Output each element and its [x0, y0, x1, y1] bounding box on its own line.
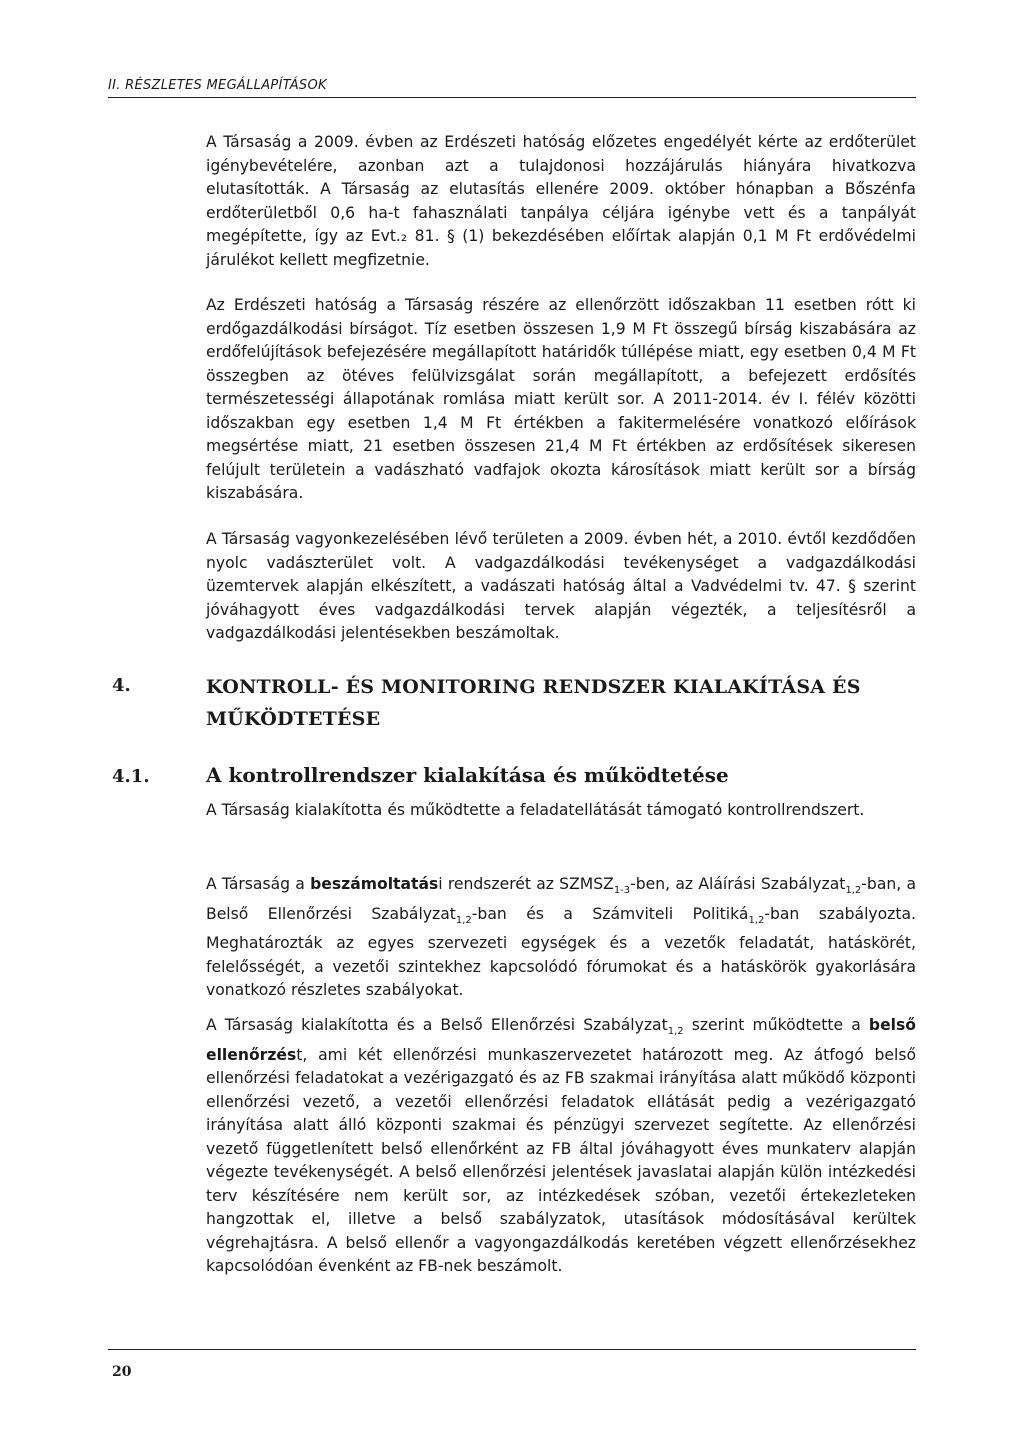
belso-ellenorzes-emphasis: belső ellenőrzés: [206, 1016, 916, 1064]
paragraph-erdogazdalkodasi-birsag: Az Erdészeti hatóság a Társaság részére az ellenőrzött időszakban 11 esetben rótt ki erdőgazdálkodási bírságot. Tíz esetben összesen 1,9 M Ft összegű bírság kiszabására az erdőfelújítások befejezésére megállapított határidők túllépése miatt, egy esetben 0,4 M Ft összegben az ötéves felülvizsgálat során megállapított, a befejezett erdősítés természetességi állapotának romlása miatt került sor. A 2011-2014. év I. félév közötti időszakban egy esetben 1,4 M Ft értékben a fakitermelésére vonatkozó előírások megsértése miatt, 21 esetben összesen 21,4 M Ft értékben az erdősítések sikeresen felújult területein a vadászható vadfajok okozta károsítások miatt került sor a bírság kiszabására.: [206, 296, 916, 502]
page-number: 20: [112, 1364, 132, 1380]
running-header: II. RÉSZLETES MEGÁLLAPÍTÁSOK: [108, 78, 916, 98]
beszamoltatas-emphasis: beszámoltatás: [310, 875, 439, 893]
paragraph-beszamoltatas: A Társaság a beszámoltatási rendszerét az $SZMSZ_{1-3}$-ben, az Aláírási Szabályzat$_{1,2}$-ban, a Belső Ellenőrzési Szabályzat$_{1,2}$-ban és a Számviteli Politiká$_{1,2}$-ban szabályozta. Meghatározták az egyes szervezeti egységek és a vezetők feladatát, hatáskörét, felelősségét, a vezetői szintekhez kapcsolódó fórumokat és a hatáskörök gyakorlására vonatkozó részletes szabályokat.: [206, 875, 917, 1000]
section-4-1-number: 4.1.: [112, 766, 150, 787]
section-4-1-title: A kontrollrendszer kialakítása és működtetése: [206, 763, 729, 787]
section-4-number: 4.: [112, 675, 131, 696]
paragraph-kontrollrendszer: A Társaság kialakította és működtette a feladatellátását támogató kontrollrendszert.: [206, 801, 865, 819]
paragraph-belso-ellenorzes: A Társaság kialakította és a Belső Ellenőrzési Szabályzat$_{1,2}$ szerint működtette a belső ellenőrzést, ami két ellenőrzési munkaszervezetet határozott meg. Az átfogó belső ellenőrzési feladatokat a vezérigazgató és az FB szakmai irányítása alatt működő központi ellenőrzési vezető, a vezetői ellenőrzési feladatok ellátását pedig a vezérigazgató irányítása alatt álló központi szakmai és pénzügyi szervezet segítette. Az ellenőrzési vezető függetlenített belső ellenőrként az FB által jóváhagyott éves munkaterv alapján végezte tevékenységét. A belső ellenőrzési jelentések javaslatai alapján külön intézkedési terv készítésére nem került sor, az intézkedések szóban, vezetői értekezleteken hangzottak el, illetve a belső szabályzatok, utasítások módosításával kerültek végrehajtásra. A belső ellenőr a vagyongazdálkodás keretében végzett ellenőrzésekhez kapcsolódóan évenként az FB-nek beszámolt.: [206, 1016, 916, 1276]
section-4-title: KONTROLL- ÉS MONITORING RENDSZER KIALAKÍTÁSA ÉS MŰKÖDTETÉSE: [206, 676, 861, 730]
paragraph-vadgazdalkodas: A Társaság vagyonkezelésében lévő területen a 2009. évben hét, a 2010. évtől kezdődően nyolc vadászterület volt. A vadgazdálkodási tevékenységet a vadgazdálkodási üzemtervek alapján elkészített, a vadászati hatóság által a Vadvédelmi tv. 47. § szerint jóváhagyott éves vadgazdálkodási tervek alapján végezték, a teljesítésről a vadgazdálkodási jelentésekben beszámoltak.: [206, 530, 916, 642]
paragraph-erdovedelmi-jarulek: A Társaság a 2009. évben az Erdészeti hatóság előzetes engedélyét kérte az erdőterület igénybevételére, azonban azt a tulajdonosi hozzájárulás hiányára hivatkozva elutasították. A Társaság az elutasítás ellenére 2009. október hónapban a Bőszénfa erdőterületből 0,6 ha-t fahasználati tanpálya céljára igénybe vett és a tanpályát megépítette, így az Evt.₂ 81. § (1) bekezdésében előírtak alapján 0,1 M Ft erdővédelmi járulékot kellett megfizetnie.: [206, 133, 916, 269]
footer-divider: [108, 1349, 916, 1350]
